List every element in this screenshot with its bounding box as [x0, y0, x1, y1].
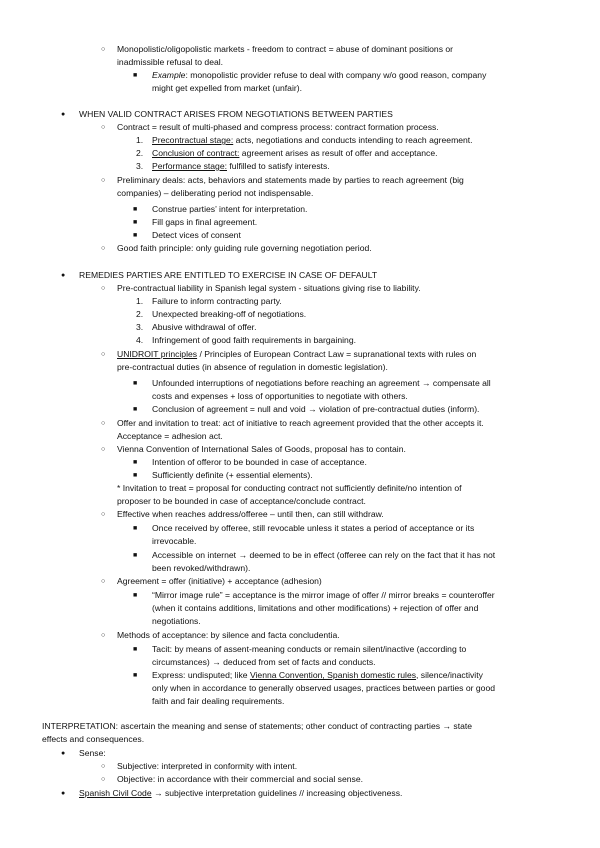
text-line: costs and expenses + loss of opportunities to negotiate with others.	[152, 391, 408, 401]
text-line: Once received by offeree, still revocable unless it states a period of acceptance or its	[152, 523, 475, 533]
text-line: Intention of offeror to be bounded in case of acceptance.	[152, 457, 367, 467]
text-line: Contract = result of multi-phased and compress process: contract formation process.	[117, 122, 439, 132]
text-line	[152, 161, 330, 172]
list-number: 2.	[136, 309, 144, 319]
bullet-circle: ○	[101, 46, 106, 53]
text-line: Monopolistic/oligopolistic markets - freedom to contract = abuse of dominant positions or	[117, 44, 454, 54]
text-line: effects and consequences.	[42, 734, 145, 744]
term-vienna-convention: Vienna Convention, Spanish domestic rules	[249, 670, 417, 680]
text-line: Sufficiently definite (+ essential elements).	[152, 470, 313, 480]
text-line: Good faith principle: only guiding rule governing negotiation period.	[117, 243, 372, 253]
bullet-disc: ●	[61, 272, 66, 279]
text-run: / Principles of European Contract Law = supranational texts with rules on	[197, 349, 477, 359]
text-line: Vienna Convention of International Sales of Goods, proposal has to contain.	[117, 444, 406, 454]
bullet-square: ■	[133, 380, 138, 387]
bullet-square: ■	[133, 646, 138, 653]
text-line: irrevocable.	[152, 536, 197, 546]
text-line: proposer to be bounded in case of acceptance/conclude contract.	[117, 496, 366, 506]
bullet-circle: ○	[101, 351, 106, 358]
bullet-circle: ○	[101, 124, 106, 131]
bullet-square: ■	[133, 406, 138, 413]
text-run: , silence/inactivity	[416, 670, 483, 680]
term-precontractual-stage: Precontractual stage:	[152, 135, 234, 145]
text-line: Tacit: by means of assent-meaning conducts or remain silent/inactive (according to	[152, 644, 467, 654]
section-heading: INTERPRETATION: ascertain the meaning and sense of statements; other conduct of contracting parties → state	[42, 721, 473, 731]
example-label: Example	[152, 70, 186, 80]
bullet-circle: ○	[101, 245, 106, 252]
text-line	[152, 148, 438, 159]
text-line	[152, 135, 473, 146]
bullet-square: ■	[133, 552, 138, 559]
bullet-square: ■	[133, 232, 138, 239]
text-line: Construe parties’ intent for interpretation.	[152, 204, 308, 214]
text-line: Accessible on internet → deemed to be in effect (offeree can rely on the fact that it has not	[152, 550, 496, 560]
text-line: Offer and invitation to treat: act of initiative to reach agreement provided that the other accepts it.	[117, 418, 484, 428]
bullet-circle: ○	[101, 511, 106, 518]
text-line: Failure to inform contracting party.	[152, 296, 282, 306]
term-spanish-civil-code: Spanish Civil Code	[79, 788, 152, 798]
bullet-circle: ○	[101, 632, 106, 639]
text-line: Detect vices of consent	[152, 230, 241, 240]
text-line: Conclusion of agreement = null and void → violation of pre-contractual duties (inform).	[152, 404, 480, 414]
text-line: Infringement of good faith requirements in bargaining.	[152, 335, 356, 345]
bullet-disc: ●	[61, 790, 66, 797]
bullet-square: ■	[133, 219, 138, 226]
bullet-square: ■	[133, 525, 138, 532]
bullet-disc: ●	[61, 750, 66, 757]
text-line	[152, 70, 486, 81]
bullet-circle: ○	[101, 420, 106, 427]
bullet-square: ■	[133, 472, 138, 479]
bullet-circle: ○	[101, 776, 106, 783]
text-line: “Mirror image rule” = acceptance is the mirror image of offer // mirror breaks = counteroffer	[152, 590, 495, 600]
text-line	[117, 349, 476, 360]
text-run: acts, negotiations and conducts intending to reach agreement.	[233, 135, 473, 145]
text-line: (when it contains additions, limitations and other modifications) + rejection of offer and	[152, 603, 479, 613]
text-line: pre-contractual duties (in absence of regulation in domestic legislation).	[117, 362, 388, 372]
bullet-disc: ●	[61, 111, 66, 118]
text-line: * Invitation to treat = proposal for conducting contract not sufficiently definite/no intention of	[117, 483, 462, 493]
text-line: Subjective: interpreted in conformity with intent.	[117, 761, 298, 771]
term-performance-stage: Performance stage:	[152, 161, 227, 171]
text-line: Effective when reaches address/offeree – until then, can still withdraw.	[117, 509, 384, 519]
bullet-circle: ○	[101, 578, 106, 585]
text-line: Preliminary deals: acts, behaviors and statements made by parties to reach agreement (big	[117, 175, 464, 185]
text-run: agreement arises as result of offer and acceptance.	[239, 148, 438, 158]
list-number: 3.	[136, 322, 144, 332]
text-line: Acceptance = adhesion act.	[117, 431, 223, 441]
text-line: Methods of acceptance: by silence and facta concludentia.	[117, 630, 340, 640]
list-number: 1.	[136, 296, 144, 306]
bullet-square: ■	[133, 206, 138, 213]
text-run: fulfilled to satisfy interests.	[227, 161, 330, 171]
text-line: Sense:	[79, 748, 106, 758]
list-number: 1.	[136, 135, 144, 145]
text-line: circumstances) → deduced from set of facts and conducts.	[152, 657, 376, 667]
bullet-circle: ○	[101, 763, 106, 770]
bullet-circle: ○	[101, 285, 106, 292]
text-line: negotiations.	[152, 616, 201, 626]
bullet-square: ■	[133, 592, 138, 599]
text-line: Pre-contractual liability in Spanish legal system - situations giving rise to liability.	[117, 283, 421, 293]
text-line: Agreement = offer (initiative) + acceptance (adhesion)	[117, 576, 322, 586]
list-number: 3.	[136, 161, 144, 171]
text-line: Fill gaps in final agreement.	[152, 217, 258, 227]
list-number: 4.	[136, 335, 144, 345]
list-number: 2.	[136, 148, 144, 158]
text-run: Express: undisputed; like	[152, 670, 250, 680]
bullet-square: ■	[133, 459, 138, 466]
text-line: Unexpected breaking-off of negotiations.	[152, 309, 307, 319]
text-line: inadmissible refusal to deal.	[117, 57, 224, 67]
text-line: only when in accordance to generally observed usages, practices between parties or good	[152, 683, 496, 693]
text-line: Unfounded interruptions of negotiations before reaching an agreement → compensate all	[152, 378, 491, 388]
section-heading: WHEN VALID CONTRACT ARISES FROM NEGOTIATIONS BETWEEN PARTIES	[79, 109, 393, 119]
text-line: might get expelled from market (unfair).	[152, 83, 302, 93]
bullet-circle: ○	[101, 177, 106, 184]
term-conclusion-of-contract: Conclusion of contract:	[152, 148, 240, 158]
text-line: faith and fair dealing requirements.	[152, 696, 285, 706]
text-run: : monopolistic provider refuse to deal with company w/o good reason, company	[185, 70, 487, 80]
section-heading: REMEDIES PARTIES ARE ENTITLED TO EXERCISE IN CASE OF DEFAULT	[79, 270, 378, 280]
text-line: Objective: in accordance with their commercial and social sense.	[117, 774, 363, 784]
term-unidroit-principles: UNIDROIT principles	[117, 349, 198, 359]
text-run: → subjective interpretation guidelines // increasing objectiveness.	[151, 788, 403, 798]
text-line: Abusive withdrawal of offer.	[152, 322, 257, 332]
bullet-square: ■	[133, 672, 138, 679]
text-line	[152, 670, 483, 681]
bullet-square: ■	[133, 72, 138, 79]
text-line: companies) – deliberating period not indispensable.	[117, 188, 314, 198]
text-line: been revoked/withdrawn).	[152, 563, 251, 573]
text-line	[79, 788, 402, 799]
bullet-circle: ○	[101, 446, 106, 453]
